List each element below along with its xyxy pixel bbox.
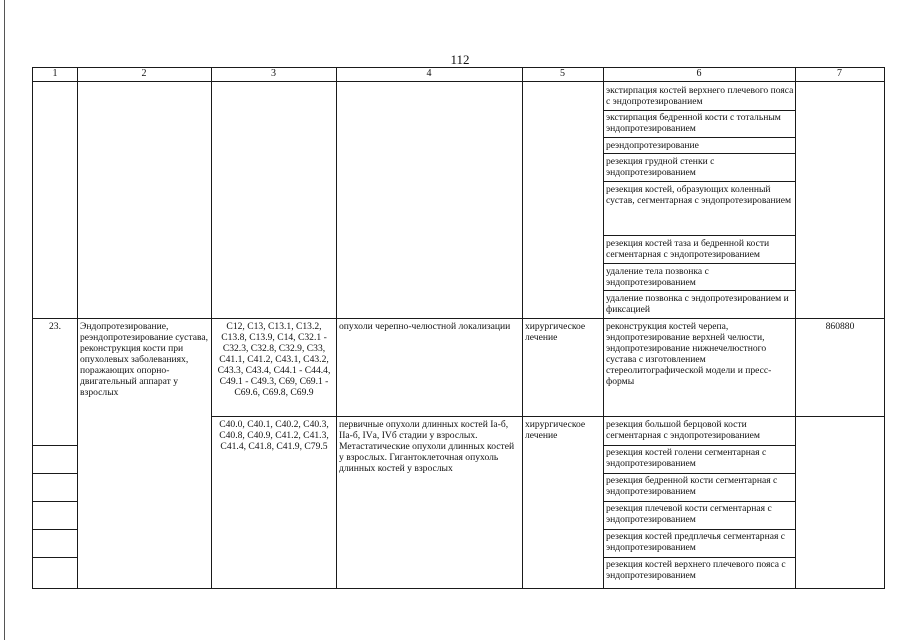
row-number: 23. [49, 321, 61, 332]
procedure-cell: резекция костей голени сегментарная с эндопротезированием [606, 447, 767, 469]
cell-divider [603, 290, 795, 291]
procedure-cell: резекция костей, образующих коленный сустав, сегментарная с эндопротезированием [606, 184, 792, 206]
table-border-bottom [32, 588, 884, 589]
cell-divider [32, 529, 77, 530]
procedure-cell: резекция грудной стенки с эндопротезированием [606, 156, 715, 178]
procedure-cell: резекция костей предплечья сегментарная с эндопротезированием [606, 531, 786, 553]
procedure-cell: резекция плечевой кости сегментарная с эндопротезированием [606, 503, 772, 525]
column-border [795, 67, 796, 589]
header-col-1: 1 [52, 68, 58, 79]
procedure-cell: экстирпация бедренной кости с тотальным эндопротезированием [606, 112, 781, 134]
header-col-4: 4 [426, 68, 432, 79]
cell-divider [603, 153, 795, 154]
cell-divider [603, 557, 795, 558]
cell-divider [603, 235, 795, 236]
procedure-cell: резекция костей верхнего плечевого пояса с эндопротезированием [606, 559, 786, 581]
cell-divider [32, 557, 77, 558]
row-name: Эндопротезирование, реэндопротезирование сустава, реконструкция кости при опухолевых заболеваниях, поражающих опорно-двигательный аппарат у взрослых [80, 321, 209, 398]
cell-divider [603, 110, 795, 111]
page-number: 112 [450, 52, 470, 67]
cell-divider [603, 445, 795, 446]
header-col-7: 7 [837, 68, 842, 79]
price: 860880 [825, 321, 855, 332]
procedure-cell: удаление тела позвонка с эндопротезированием [606, 266, 709, 288]
cell-divider [32, 445, 77, 446]
column-border [603, 67, 604, 589]
patient-model: первичные опухоли длинных костей Iа-б, IIа-б, IVа, IVб стадии у взрослых. Метастатические опухоли длинных костей у взрослых. Гигантоклеточная опухоль длинных костей у взрослых [339, 419, 515, 474]
procedure-cell: реэндопротезирование [606, 140, 699, 151]
cell-divider [32, 501, 77, 502]
header-col-5: 5 [560, 68, 565, 79]
icd-codes: C40.0, C40.1, C40.2, C40.3, C40.8, C40.9, C41.2, C41.3, C41.4, C41.8, C41.9, C79.5 [219, 419, 329, 452]
table-header-divider [32, 81, 884, 82]
column-border [884, 67, 885, 589]
procedure-cell: удаление позвонка с эндопротезированием и фиксацией [606, 293, 789, 315]
row-divider [32, 318, 884, 319]
column-border [522, 67, 523, 589]
header-col-2: 2 [141, 68, 147, 79]
treatment-type: хирургическое лечение [525, 419, 586, 441]
cell-divider [32, 473, 77, 474]
cell-divider [603, 473, 795, 474]
procedure-cell: резекция костей таза и бедренной кости сегментарная с эндопротезированием [606, 238, 770, 260]
column-border [32, 67, 33, 589]
procedure-cell: резекция бедренной кости сегментарная с эндопротезированием [606, 475, 778, 497]
procedure-cell: реконструкция костей черепа, эндопротезирование верхней челюсти, эндопротезирование нижнечелюстного сустава с изготовлением стереолитографической модели и пресс-формы [606, 321, 772, 387]
header-col-6: 6 [696, 68, 702, 79]
header-col-3: 3 [271, 68, 276, 79]
cell-divider [603, 501, 795, 502]
treatment-type: хирургическое лечение [525, 321, 586, 343]
icd-codes: C12, C13, C13.1, C13.2, C13.8, C13.9, C14, C32.1 - C32.3, C32.8, C32.9, C33, C41.1, C41.2, C43.1, C43.2, C43.3, C43.4, C44.1 - C44.4, C49.1 - C49.3, C69, C69.1 - C69.6, C69.8, C69.9 [217, 321, 331, 398]
table-border-top [32, 67, 884, 68]
column-border [336, 67, 337, 589]
patient-model: опухоли черепно-челюстной локализации [339, 321, 511, 332]
column-border [211, 67, 212, 589]
cell-divider [603, 137, 795, 138]
procedure-cell: резекция большой берцовой кости сегментарная с эндопротезированием [606, 419, 761, 441]
cell-divider [603, 529, 795, 530]
column-border [77, 67, 78, 589]
procedure-cell: экстирпация костей верхнего плечевого пояса с эндопротезированием [606, 85, 794, 107]
group-divider [211, 416, 884, 417]
cell-divider [603, 263, 795, 264]
page-left-edge [4, 0, 5, 640]
cell-divider [603, 181, 795, 182]
